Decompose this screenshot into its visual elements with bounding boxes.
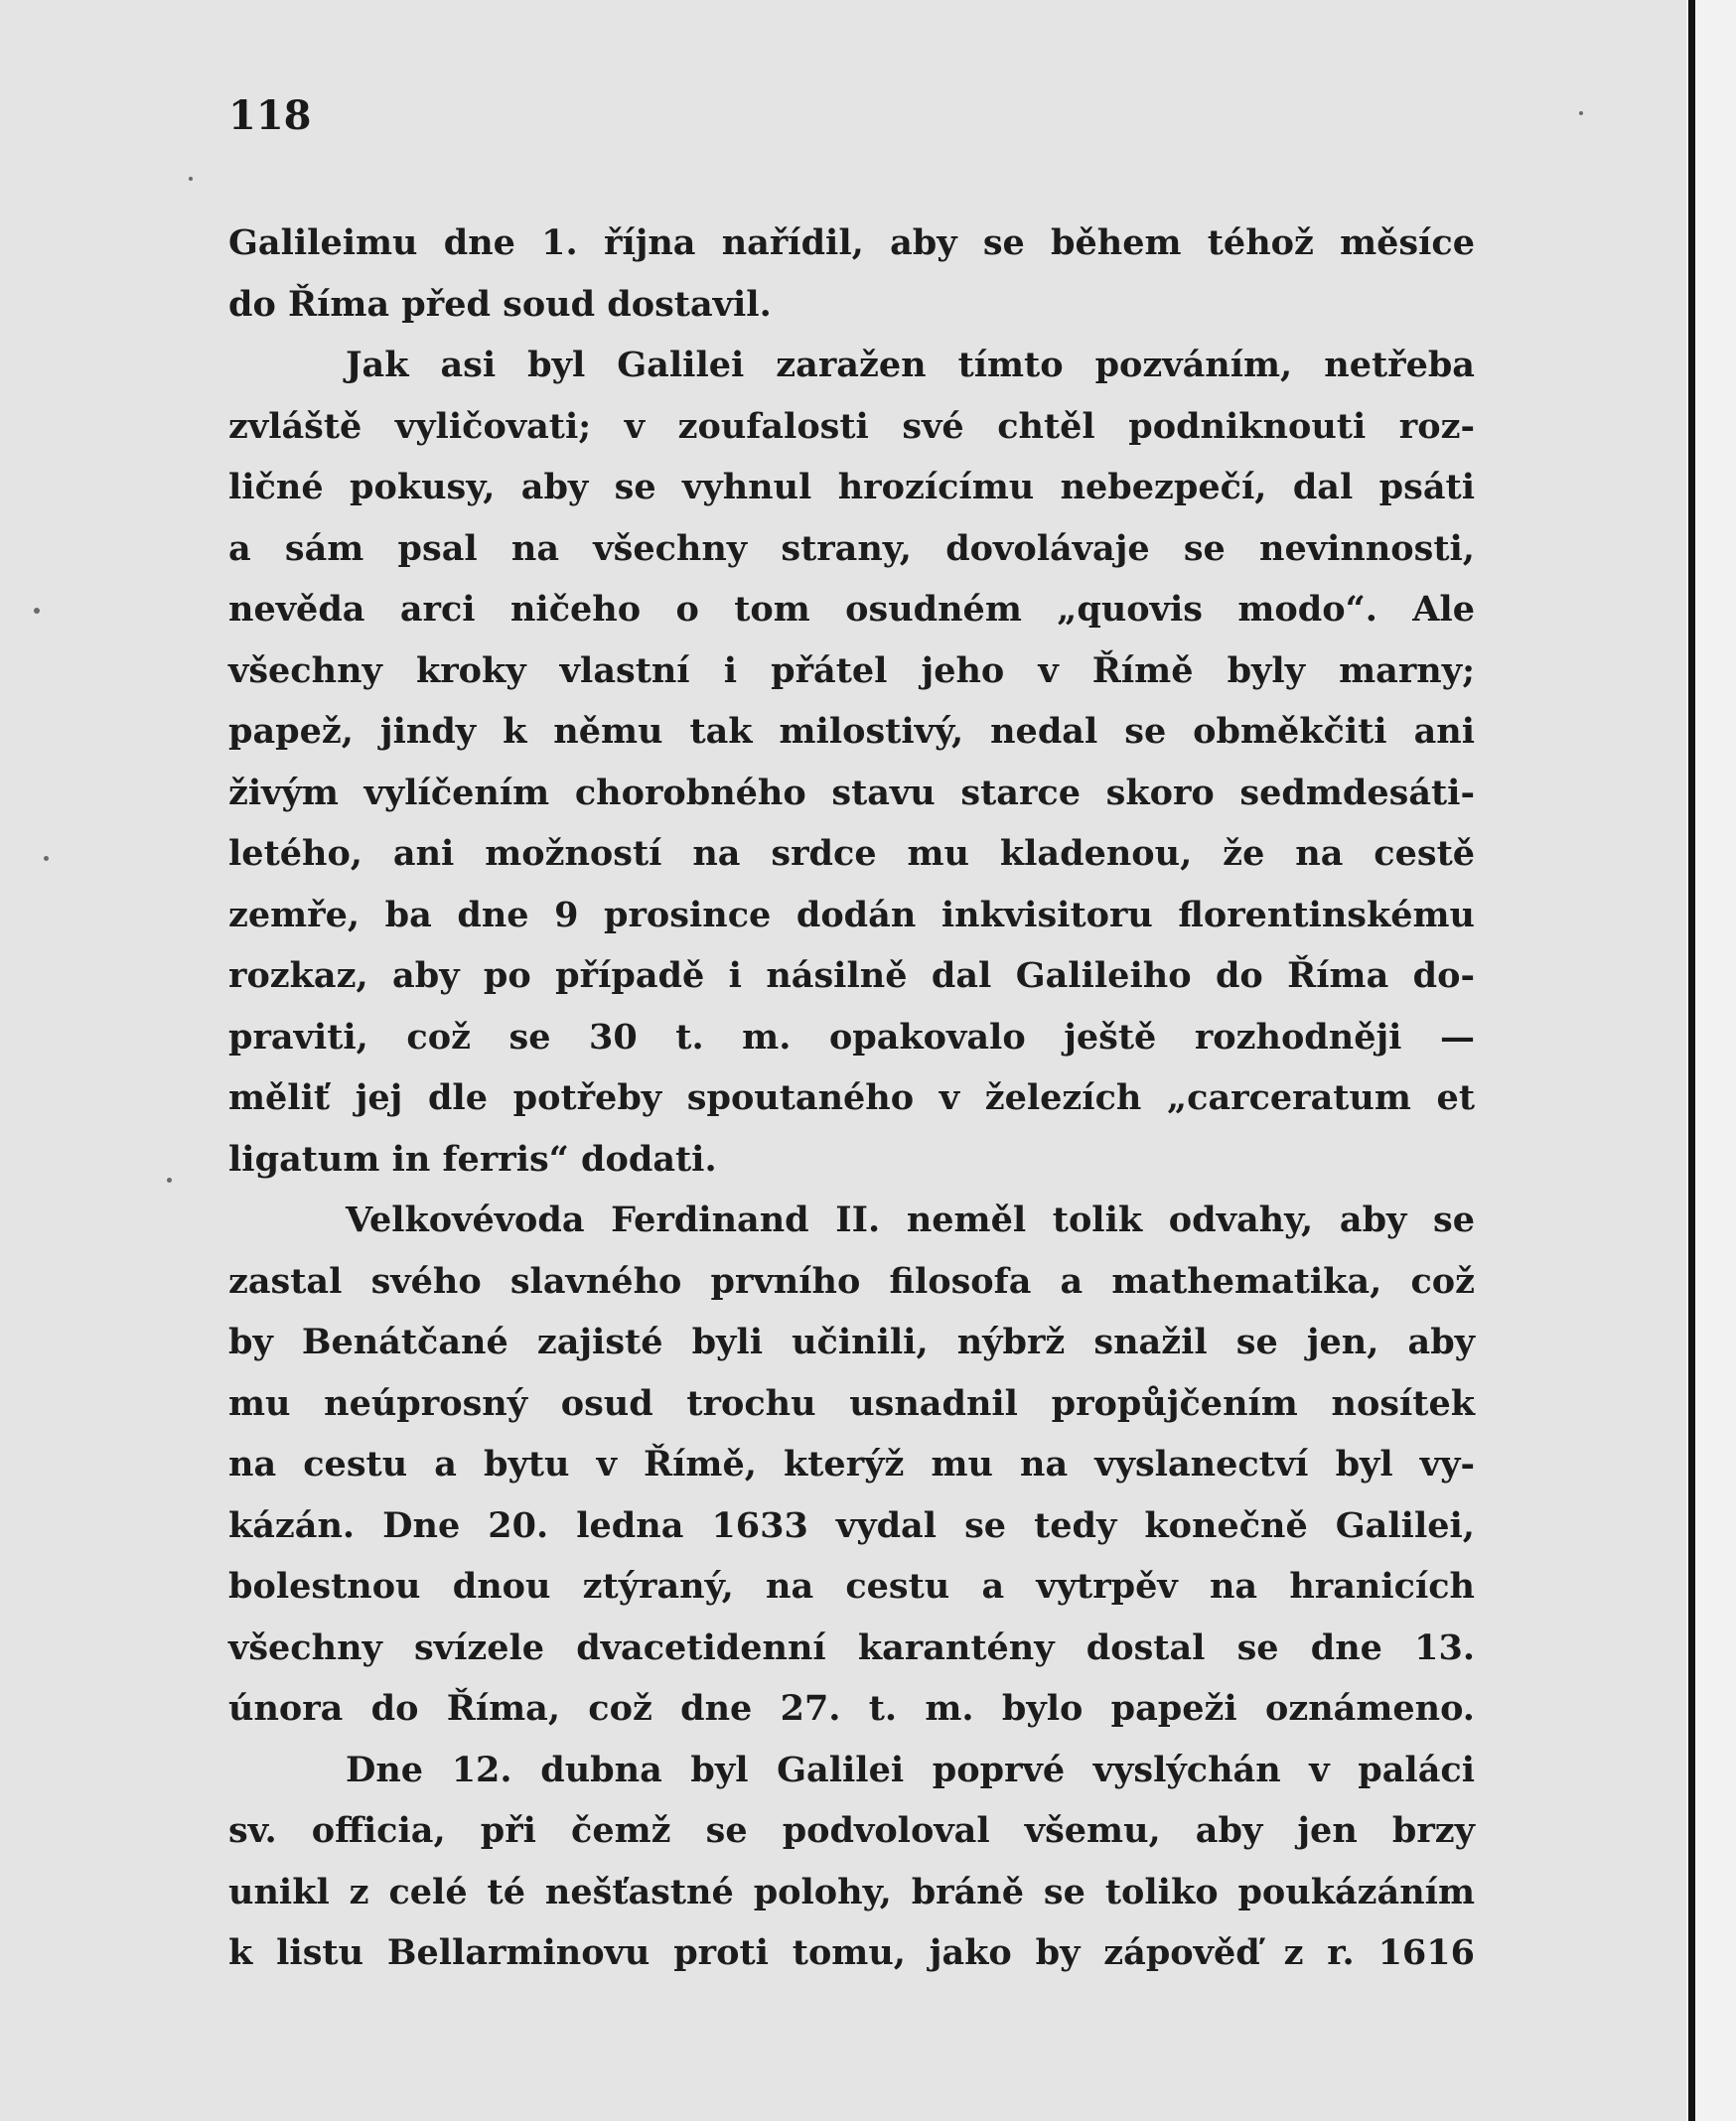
text-line: měliť jej dle potřeby spoutaného v železích „carceratum et <box>228 1077 1475 1118</box>
text-line: kázán. Dne 20. ledna 1633 vydal se tedy konečně Galilei, <box>228 1504 1475 1546</box>
text-line: Dne 12. dubna byl Galilei poprvé vyslýchán v paláci <box>346 1749 1475 1790</box>
text-line: na cestu a bytu v Římě, kterýž mu na vyslanectví byl vy- <box>228 1444 1475 1485</box>
text-line: ligatum in ferris“ dodati. <box>228 1138 717 1180</box>
text-line: Galileimu dne 1. října nařídil, aby se během téhož měsíce <box>228 222 1475 263</box>
body-text <box>228 212 1475 1984</box>
scan-speck <box>34 608 40 614</box>
text-line: všechny kroky vlastní i přátel jeho v Římě byly marny; <box>228 649 1475 691</box>
text-line: zemře, ba dne 9 prosince dodán inkvisitoru florentinskému <box>228 894 1475 935</box>
text-line: do Říma před soud dostavil. <box>228 283 772 325</box>
scan-speck <box>44 856 49 861</box>
scan-speck <box>1579 111 1583 115</box>
page-edge-line <box>1688 0 1695 2121</box>
text-line: února do Říma, což dne 27. t. m. bylo papeži oznámeno. <box>228 1688 1475 1729</box>
text-line: papež, jindy k němu tak milostivý, nedal se obměkčiti ani <box>228 711 1475 752</box>
text-line: unikl z celé té nešťastné polohy, bráně se toliko poukázáním <box>228 1871 1475 1912</box>
text-line: rozkaz, aby po případě i násilně dal Galileiho do Říma do- <box>228 955 1475 996</box>
text-line: nevěda arci ničeho o tom osudném „quovis modo“. Ale <box>228 589 1475 630</box>
text-line: sv. officia, při čemž se podvoloval všemu, aby jen brzy <box>228 1810 1475 1851</box>
text-line: Jak asi byl Galilei zaražen tímto pozváním, netřeba <box>346 345 1475 385</box>
text-line: ličné pokusy, aby se vyhnul hrozícímu nebezpečí, dal psáti <box>228 467 1475 507</box>
text-line: živým vylíčením chorobného stavu starce skoro sedmdesáti- <box>228 772 1475 813</box>
text-line: bolestnou dnou ztýraný, na cestu a vytrpěv na hranicích <box>228 1566 1475 1607</box>
text-line: by Benátčané zajisté byli učinili, nýbrž snažil se jen, aby <box>228 1322 1475 1362</box>
text-line: zvláště vyličovati; v zoufalosti své chtěl podniknouti roz- <box>228 405 1475 447</box>
text-line: všechny svízele dvacetidenní karantény dostal se dne 13. <box>228 1626 1475 1668</box>
text-line: praviti, což se 30 t. m. opakovalo ještě rozhodněji — <box>228 1016 1475 1058</box>
page-number: 118 <box>228 92 312 139</box>
text-line: Velkovévoda Ferdinand II. neměl tolik odvahy, aby se <box>346 1200 1475 1240</box>
text-line: k listu Bellarminovu proti tomu, jako by zápověď z r. 1616 <box>228 1932 1475 1973</box>
text-line: letého, ani možností na srdce mu kladenou, že na cestě <box>228 833 1475 874</box>
text-line: mu neúprosný osud trochu usnadnil propůjčením nosítek <box>228 1382 1475 1424</box>
text-line: a sám psal na všechny strany, dovolávaje se nevinnosti, <box>228 527 1475 569</box>
scan-speck <box>167 1178 172 1183</box>
text-line: zastal svého slavného prvního filosofa a mathematika, což <box>228 1260 1475 1302</box>
scan-speck <box>189 177 193 181</box>
